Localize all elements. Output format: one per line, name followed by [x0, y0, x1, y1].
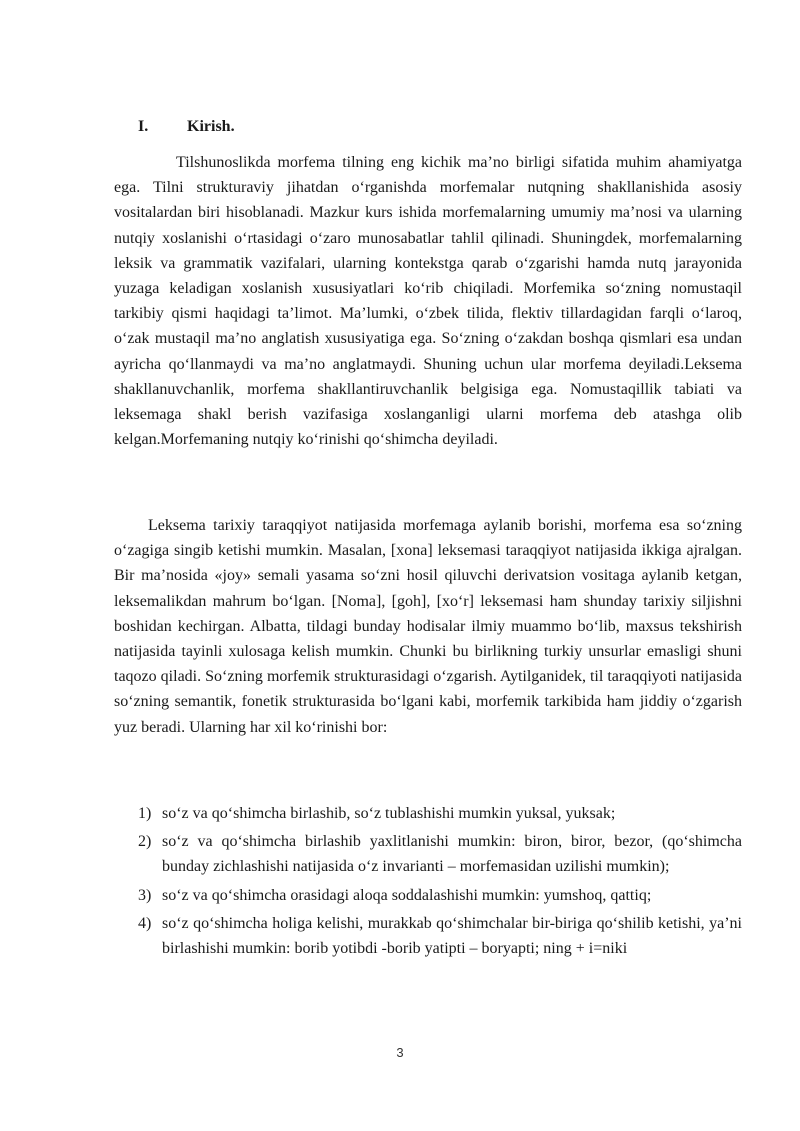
list-item-text: so‘z va qo‘shimcha birlashib yaxlitlanishi mumkin: biron, biror, bezor, (qo‘shimcha bunday zichlashishi natijasida o‘z invarianti – morfemasidan uzilishi mumkin); [162, 833, 742, 876]
list-item [114, 883, 742, 908]
list-item-text: so‘z va qo‘shimcha orasidagi aloqa soddalashishi mumkin: yumshoq, qattiq; [162, 886, 652, 904]
list-item-text: so‘z va qo‘shimcha birlashib, so‘z tublashishi mumkin yuksal, yuksak; [162, 805, 616, 822]
section-number: I. [138, 118, 149, 135]
list-marker: 3) [138, 886, 152, 904]
list-marker: 4) [138, 914, 152, 932]
section-heading [138, 116, 235, 138]
numbered-list [114, 801, 742, 964]
list-item [114, 801, 742, 826]
paragraph-intro: Tilshunoslikda morfema tilning eng kichik ma’no birligi sifatida muhim ahamiyatga ega. Tilni strukturaviy jihatdan o‘rganishda morfemalar nutqning shakllanishida asosiy vositalardan biri hisoblanadi. Mazkur kurs ishida morfemalarning umumiy ma’nosi va ularning nutqiy xoslanishi o‘rtasidagi o‘zaro munosabatlar tahlil qilinadi. Shuningdek, morfemalarning leksik va grammatik vazifalari, ularning kontekstga qarab o‘zgarishi hamda nutq jarayonida yuzaga keladigan xoslanish xususiyatlari ko‘rib chiqiladi. Morfemika so‘zning nomustaqil tarkibiy qismi haqidagi ta’limot. Ma’lumki, o‘zbek tilida, flektiv tillardagidan farqli o‘laroq, o‘zak mustaqil ma’no anglatish xususiyatiga ega. So‘zning o‘zakdan boshqa qismlari esa undan ayricha qo‘llanmaydi va ma’no anglatmaydi. Shuning uchun ular morfema deyiladi.Leksema shakllanuvchanlik, morfema shakllantiruvchanlik belgisiga ega. Nomustaqillik tabiati va leksemaga shakl berish vazifasiga xoslanganligi ularni morfema deb atashga olib kelgan.Morfemaning nutqiy ko‘rinishi qo‘shimcha deyiladi. [114, 154, 742, 449]
page-number: 3 [396, 1045, 404, 1060]
list-item [114, 829, 742, 879]
list-marker: 2) [138, 833, 152, 851]
list-item [114, 911, 742, 961]
paragraph-lexeme: Leksema tarixiy taraqqiyot natijasida morfemaga aylanib borishi, morfema esa so‘zning o‘zagiga singib ketishi mumkin. Masalan, [xona] leksemasi taraqqiyot natijasida ikkiga ajralgan. Bir ma’nosida «joy» semali yasama so‘zni hosil qiluvchi derivatsion vositaga aylanib ketgan, leksemalikdan mahrum bo‘lgan. [Noma], [goh], [xo‘r] leksemasi ham shunday tarixiy siljishni boshidan kechirgan. Albatta, tildagi bunday hodisalar ilmiy muammo bo‘lib, maxsus tekshirish natijasida tayinli xulosaga kelish mumkin. Chunki bu birlikning turkiy unsurlar emasligi shuni taqozo qiladi. So‘zning morfemik strukturasidagi o‘zgarish. Aytilganidek, til taraqqiyoti natijasida so‘zning semantik, fonetik strukturasida bo‘lgani kabi, morfemik tarkibida ham jiddiy o‘zgarish yuz beradi. Ularning har xil ko‘rinishi bor: [114, 517, 742, 736]
section-title: Kirish. [187, 118, 235, 135]
list-marker: 1) [138, 805, 152, 822]
list-item-text: so‘z qo‘shimcha holiga kelishi, murakkab qo‘shimchalar bir-biriga qo‘shilib ketishi, ya’ni birlashishi mumkin: borib yotibdi -borib yatipti – boryapti; ning + i=niki [162, 914, 742, 958]
